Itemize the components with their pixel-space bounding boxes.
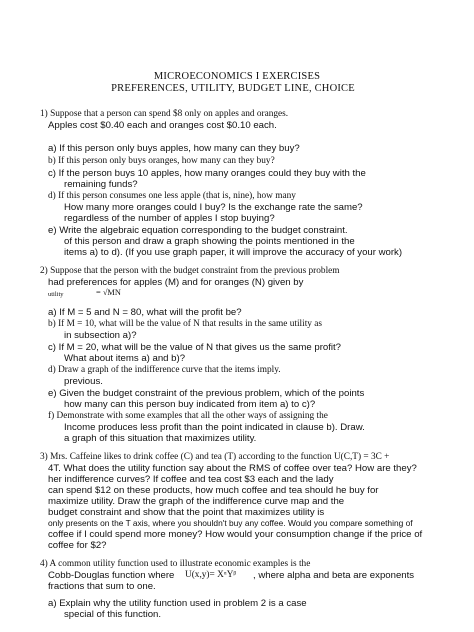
problem-1-intro: 1) Suppose that a person can spend $8 only on apples and oranges. bbox=[40, 109, 289, 119]
problem-1-item-e-cont2: items a) to d). (If you use graph paper, it will improve the accuracy of your work) bbox=[64, 247, 403, 258]
utility-label: utility bbox=[48, 291, 64, 298]
problem-1-item-b: b) If this person only buys oranges, how many can they buy? bbox=[48, 156, 275, 166]
problem-1-item-d-cont1: How many more oranges could I buy? Is the exchange rate the same? bbox=[64, 202, 363, 213]
problem-2-item-e: e) Given the budget constraint of the previous problem, which of the points bbox=[48, 388, 365, 399]
problem-2-item-c-cont: What about items a) and b)? bbox=[64, 353, 186, 364]
problem-1-item-d-cont2: regardless of the number of apples I stop buying? bbox=[64, 213, 275, 224]
problem-4-cobb-douglas-cont: , where alpha and beta are exponents bbox=[253, 570, 415, 581]
problem-1-item-c: c) If the person buys 10 apples, how many oranges could they buy with the bbox=[48, 168, 366, 179]
problem-2-item-f-cont1: Income produces less profit than the point indicated in clause b). Draw. bbox=[64, 422, 365, 433]
problem-3-line-2: 4T. What does the utility function say about the RMS of coffee over tea? How are they? bbox=[48, 463, 417, 474]
problem-3-line-7: only presents on the T axis, where you shouldn't buy any coffee. Would you compare something of bbox=[48, 518, 413, 528]
problem-2-item-c: c) If M = 20, what will be the value of N that gives us the same profit? bbox=[48, 342, 342, 353]
problem-4-item-a: a) Explain why the utility function used in problem 2 is a case bbox=[48, 598, 307, 609]
problem-4-fractions: fractions that sum to one. bbox=[48, 581, 156, 592]
problem-2-intro-cont: had preferences for apples (M) and for oranges (N) given by bbox=[48, 277, 304, 288]
problem-1-item-c-cont: remaining funds? bbox=[64, 179, 138, 190]
problem-1-item-a: a) If this person only buys apples, how many can they buy? bbox=[48, 143, 300, 154]
problem-1-item-d: d) If this person consumes one less apple (that is, nine), how many bbox=[48, 191, 296, 201]
problem-2-item-b-cont: in subsection a)? bbox=[64, 330, 137, 341]
problem-2-intro: 2) Suppose that the person with the budget constraint from the previous problem bbox=[40, 266, 340, 276]
problem-4-item-a-cont: special of this function. bbox=[64, 609, 162, 620]
problem-3-line-8: coffee if I could spend more money? How would your consumption change if the price of bbox=[48, 529, 423, 540]
document-title: MICROECONOMICS I EXERCISES bbox=[153, 71, 321, 82]
problem-3-line-4: can spend $12 on these products, how much coffee and tea should he buy for bbox=[48, 485, 379, 496]
problem-3-line-3: her indifference curves? If coffee and tea cost $3 each and the lady bbox=[48, 474, 334, 485]
problem-4-cobb-douglas: Cobb-Douglas function where bbox=[48, 570, 175, 581]
problem-1-item-e: e) Write the algebraic equation corresponding to the budget constraint. bbox=[48, 225, 348, 236]
cobb-douglas-formula: U(x,y)= XᵅYᵝ bbox=[185, 570, 237, 580]
problem-3-intro: 3) Mrs. Caffeine likes to drink coffee (C) and tea (T) according to the function U(C,T) = 3C + bbox=[40, 452, 390, 462]
problem-3-line-6: budget constraint and show that the point that maximizes utility is bbox=[48, 507, 325, 518]
problem-3-line-9: coffee for $2? bbox=[48, 540, 107, 551]
problem-2-item-b: b) If M = 10, what will be the value of N that results in the same utility as bbox=[48, 319, 323, 329]
problem-1-prices: Apples cost $0.40 each and oranges cost $0.10 each. bbox=[48, 120, 277, 131]
problem-2-item-d-cont: previous. bbox=[64, 376, 103, 387]
problem-3-line-5: maximize utility. Draw the graph of the indifference curve map and the bbox=[48, 496, 345, 507]
problem-1-item-e-cont1: of this person and draw a graph showing the points mentioned in the bbox=[64, 236, 355, 247]
problem-2-item-f: f) Demonstrate with some examples that all the other ways of assigning the bbox=[48, 411, 328, 421]
problem-2-item-e-cont: how many can this person buy indicated from item a) to c)? bbox=[64, 399, 316, 410]
problem-4-intro: 4) A common utility function used to illustrate economic examples is the bbox=[40, 559, 311, 569]
problem-2-item-a: a) If M = 5 and N = 80, what will the profit be? bbox=[48, 307, 242, 318]
problem-2-item-f-cont2: a graph of this situation that maximizes utility. bbox=[64, 433, 257, 444]
document-subtitle: PREFERENCES, UTILITY, BUDGET LINE, CHOICE bbox=[111, 83, 355, 94]
utility-formula: = √MN bbox=[96, 288, 121, 297]
problem-2-item-d: d) Draw a graph of the indifference curve that the items imply. bbox=[48, 365, 281, 375]
